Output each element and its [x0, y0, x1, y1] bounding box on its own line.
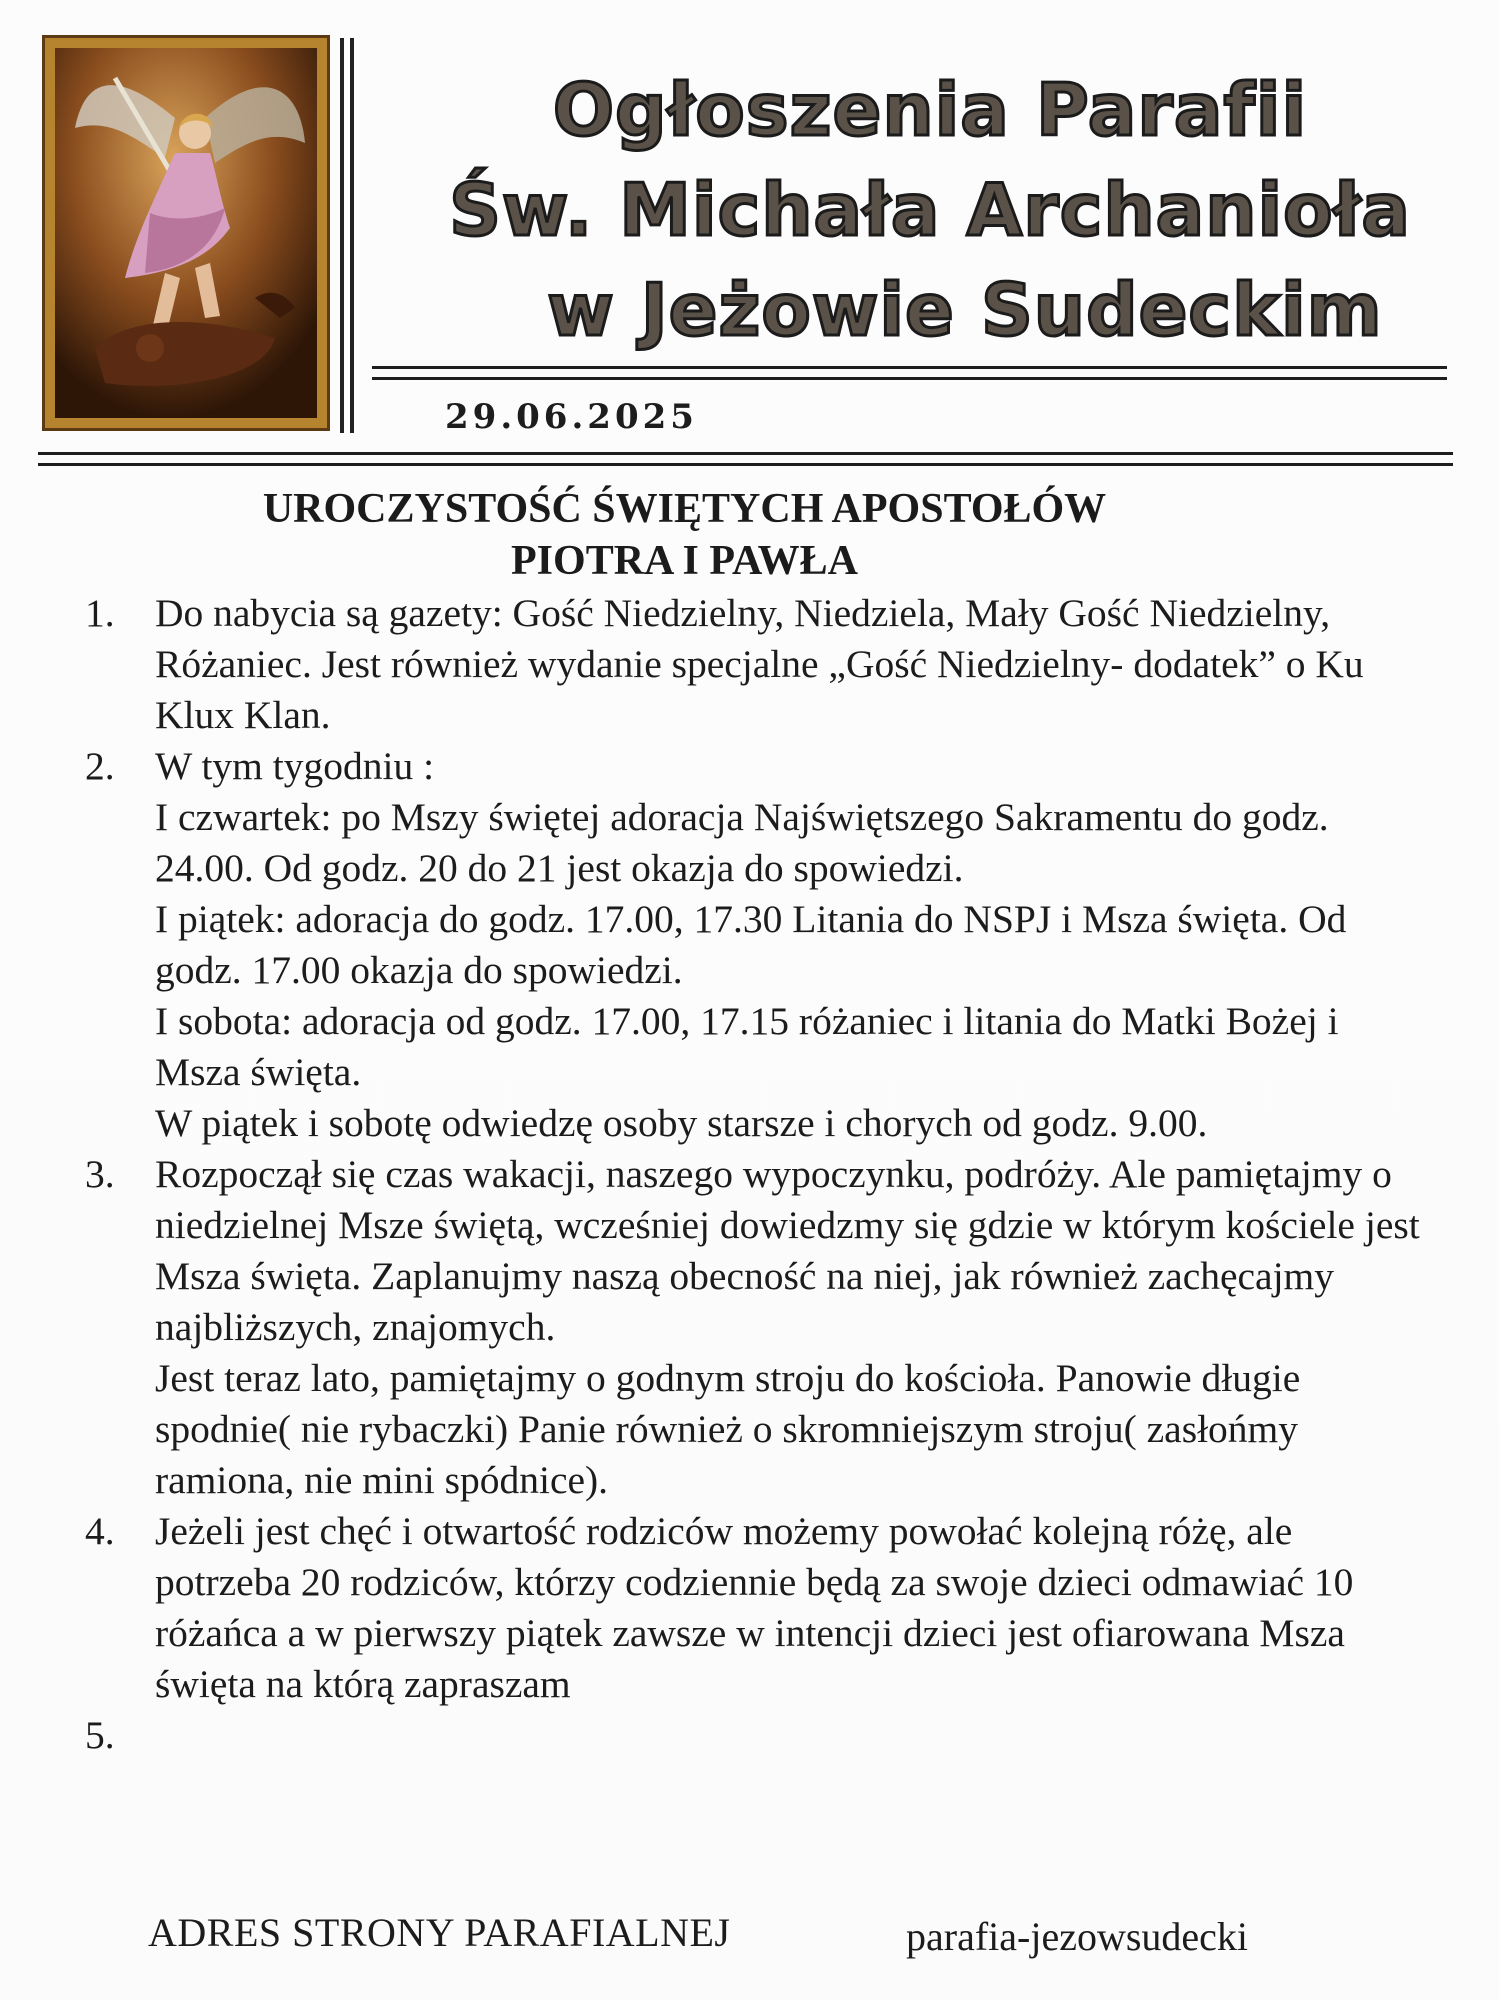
item-number: 1. — [85, 591, 115, 635]
item-text: Rozpoczął się czas wakacji, naszego wypoczynku, podróży. Ale pamiętajmy o niedzielnej Msze świętą, wcześniej dowiedzmy się gdzie w którym kościele jest Msza święta. Zaplanujmy naszą obecność na niej, jak również zachęcajmy najbliższych, znajomych. — [155, 1152, 1420, 1349]
title-line-3: w Jeżowie Sudeckim — [547, 268, 1383, 352]
item-number: 3. — [85, 1152, 115, 1196]
website-address: parafia-jezowsudecki — [906, 1914, 1249, 1959]
item-text: Do nabycia są gazety: Gość Niedzielny, Niedziela, Mały Gość Niedzielny, Różaniec. Jest również wydanie specjalne „Gość Niedzielny- dodatek” o Ku Klux Klan. — [155, 591, 1364, 737]
website-label: ADRES STRONY PARAFIALNEJ — [148, 1910, 731, 1955]
feast-heading-line-2: PIOTRA I PAWŁA — [511, 538, 858, 584]
item-text: W piątek i sobotę odwiedzę osoby starsze i chorych od godz. 9.00. — [155, 1101, 1208, 1145]
item-number: 2. — [85, 744, 115, 788]
announcement-item-2 — [0, 741, 1499, 1149]
announcement-item-3 — [0, 1149, 1499, 1506]
item-text: I czwartek: po Mszy świętej adoracja Najświętszego Sakramentu do godz. 24.00. Od godz. 20 do 21 jest okazja do spowiedzi. — [155, 795, 1329, 890]
announcement-date: 29.06.2025 — [445, 397, 698, 437]
announcement-item-5 — [0, 1710, 1499, 1761]
item-text: I sobota: adoracja od godz. 17.00, 17.15 różaniec i litania do Matki Bożej i Msza święta. — [155, 999, 1339, 1094]
announcement-item-4 — [0, 1506, 1499, 1710]
header-divider-top — [372, 366, 1447, 369]
title-line-2: Św. Michała Archanioła — [449, 168, 1411, 252]
item-text: Jeżeli jest chęć i otwartość rodziców możemy powołać kolejną różę, ale potrzeba 20 rodziców, którzy codziennie będą za swoje dzieci odmawiać 10 różańca a w pierwszy piątek zawsze w intencji dzieci jest ofiarowana Msza święta na którą zapraszam — [155, 1509, 1354, 1706]
announcement-item-1 — [0, 588, 1499, 741]
vertical-rule-right — [350, 38, 354, 433]
header-divider-bottom — [372, 377, 1447, 380]
section-divider-bottom — [38, 463, 1453, 466]
item-text: W tym tygodniu : — [155, 744, 435, 788]
item-text: I piątek: adoracja do godz. 17.00, 17.30 Litania do NSPJ i Msza święta. Od godz. 17.00 okazja do spowiedzi. — [155, 897, 1347, 992]
item-text: Jest teraz lato, pamiętajmy o godnym stroju do kościoła. Panowie długie spodnie( nie rybaczki) Panie również o skromniejszym stroju( zasłońmy ramiona, nie mini spódnice). — [155, 1356, 1301, 1502]
vertical-rule-left — [340, 38, 344, 433]
item-text — [155, 1710, 1429, 1761]
feast-heading-line-1: UROCZYSTOŚĆ ŚWIĘTYCH APOSTOŁÓW — [262, 486, 1107, 532]
page-title — [380, 60, 1480, 360]
archangel-michael-painting-icon — [45, 38, 327, 428]
announcements-list — [0, 588, 1499, 1761]
item-number: 5. — [85, 1713, 115, 1757]
feast-heading — [0, 483, 1499, 587]
item-number: 4. — [85, 1509, 115, 1553]
title-line-1: Ogłoszenia Parafii — [552, 68, 1308, 152]
section-divider-top — [38, 452, 1453, 455]
